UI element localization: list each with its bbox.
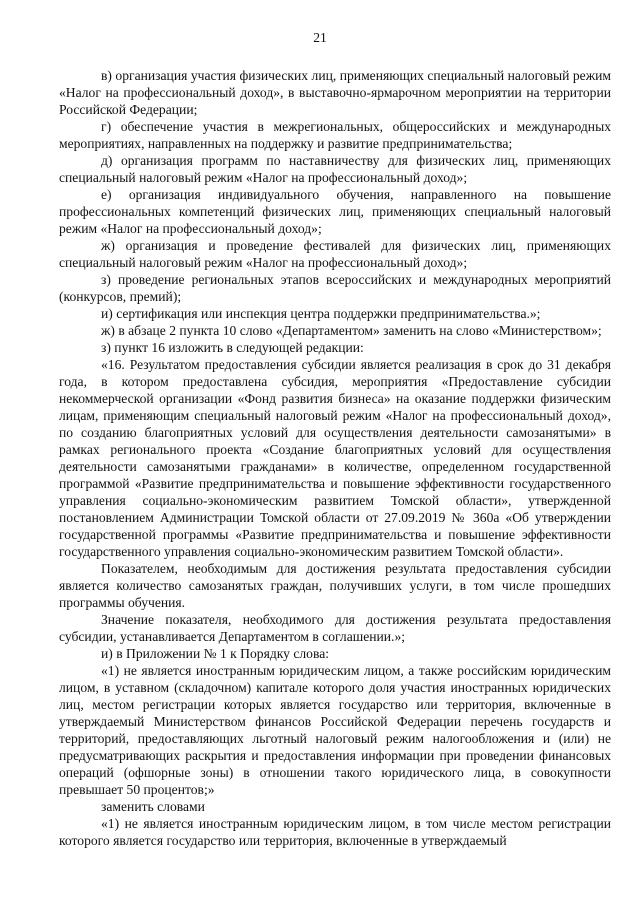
paragraph: д) организация программ по наставничеству для физических лиц, применяющих специальный налоговый режим «Налог на профессиональный доход»; xyxy=(59,153,611,185)
paragraph: г) обеспечение участия в межрегиональных, общероссийских и международных мероприятиях, направленных на поддержку и развитие предпринимательства; xyxy=(59,119,611,151)
paragraph: заменить словами xyxy=(101,799,205,814)
paragraph: з) пункт 16 изложить в следующей редакции: xyxy=(101,340,364,355)
paragraph: з) проведение региональных этапов всероссийских и международных мероприятий (конкурсов, премий); xyxy=(59,272,611,304)
paragraph: Значение показателя, необходимого для достижения результата предоставления субсидии, устанавливается Департаментом в соглашении.»; xyxy=(59,612,611,644)
paragraph: ж) в абзаце 2 пункта 10 слово «Департаментом» заменить на слово «Министерством»; xyxy=(101,323,602,338)
paragraph: и) в Приложении № 1 к Порядку слова: xyxy=(101,646,330,661)
paragraph: Показателем, необходимым для достижения результата предоставления субсидии является количество самозанятых граждан, получивших услуги, в том числе прошедших программы обучения. xyxy=(59,561,611,610)
paragraph: и) сертификация или инспекция центра поддержки предпринимательства.»; xyxy=(101,306,541,321)
paragraph: «1) не является иностранным юридическим лицом, в том числе местом регистрации которого является государство или территория, включенные в утверждаемый xyxy=(59,816,611,848)
paragraph: в) организация участия физических лиц, применяющих специальный налоговый режим «Налог на профессиональный доход», в выставочно-ярмарочном мероприятии на территории Российской Федерации; xyxy=(59,68,611,117)
page-number: 21 xyxy=(313,30,327,45)
paragraph: е) организация индивидуального обучения, направленного на повышение профессиональных компетенций физических лиц, применяющих специальный налоговый режим «Налог на профессиональный доход»; xyxy=(59,187,611,236)
paragraph: ж) организация и проведение фестивалей для физических лиц, применяющих специальный налоговый режим «Налог на профессиональный доход»; xyxy=(59,238,611,270)
document-body xyxy=(59,67,611,849)
paragraph: «16. Результатом предоставления субсидии является реализация в срок до 31 декабря года, в котором предоставлена субсидия, мероприятия «Предоставление субсидии некоммерческой организации «Фонд развития бизнеса» на оказание поддержки физическим лицам, применяющим специальный налоговый режим «Налог на профессиональный доход», по созданию благоприятных условий для осуществления деятельности самозанятыми» в рамках регионального проекта «Создание благоприятных условий для осуществления деятельности самозанятыми гражданами» в количестве, определенном государственной программой «Развитие предпринимательства и повышение эффективности государственного управления социально-экономическим развитием Томской области», утвержденной постановлением Администрации Томской области от 27.09.2019 № 360а «Об утверждении государственной программы «Развитие предпринимательства и повышение эффективности государственного управления социально-экономическим развитием Томской области». xyxy=(59,357,611,559)
paragraph: «1) не является иностранным юридическим лицом, а также российским юридическим лицом, в уставном (складочном) капитале которого доля участия иностранных юридических лиц, местом регистрации которых является государство или территория, включенные в утверждаемый Министерством финансов Российской Федерации перечень государств и территорий, предоставляющих льготный налоговый режим налогообложения и (или) не предусматривающих раскрытия и предоставления информации при проведении финансовых операций (офшорные зоны) в отношении такого юридического лица, в совокупности превышает 50 процентов;» xyxy=(59,663,611,797)
